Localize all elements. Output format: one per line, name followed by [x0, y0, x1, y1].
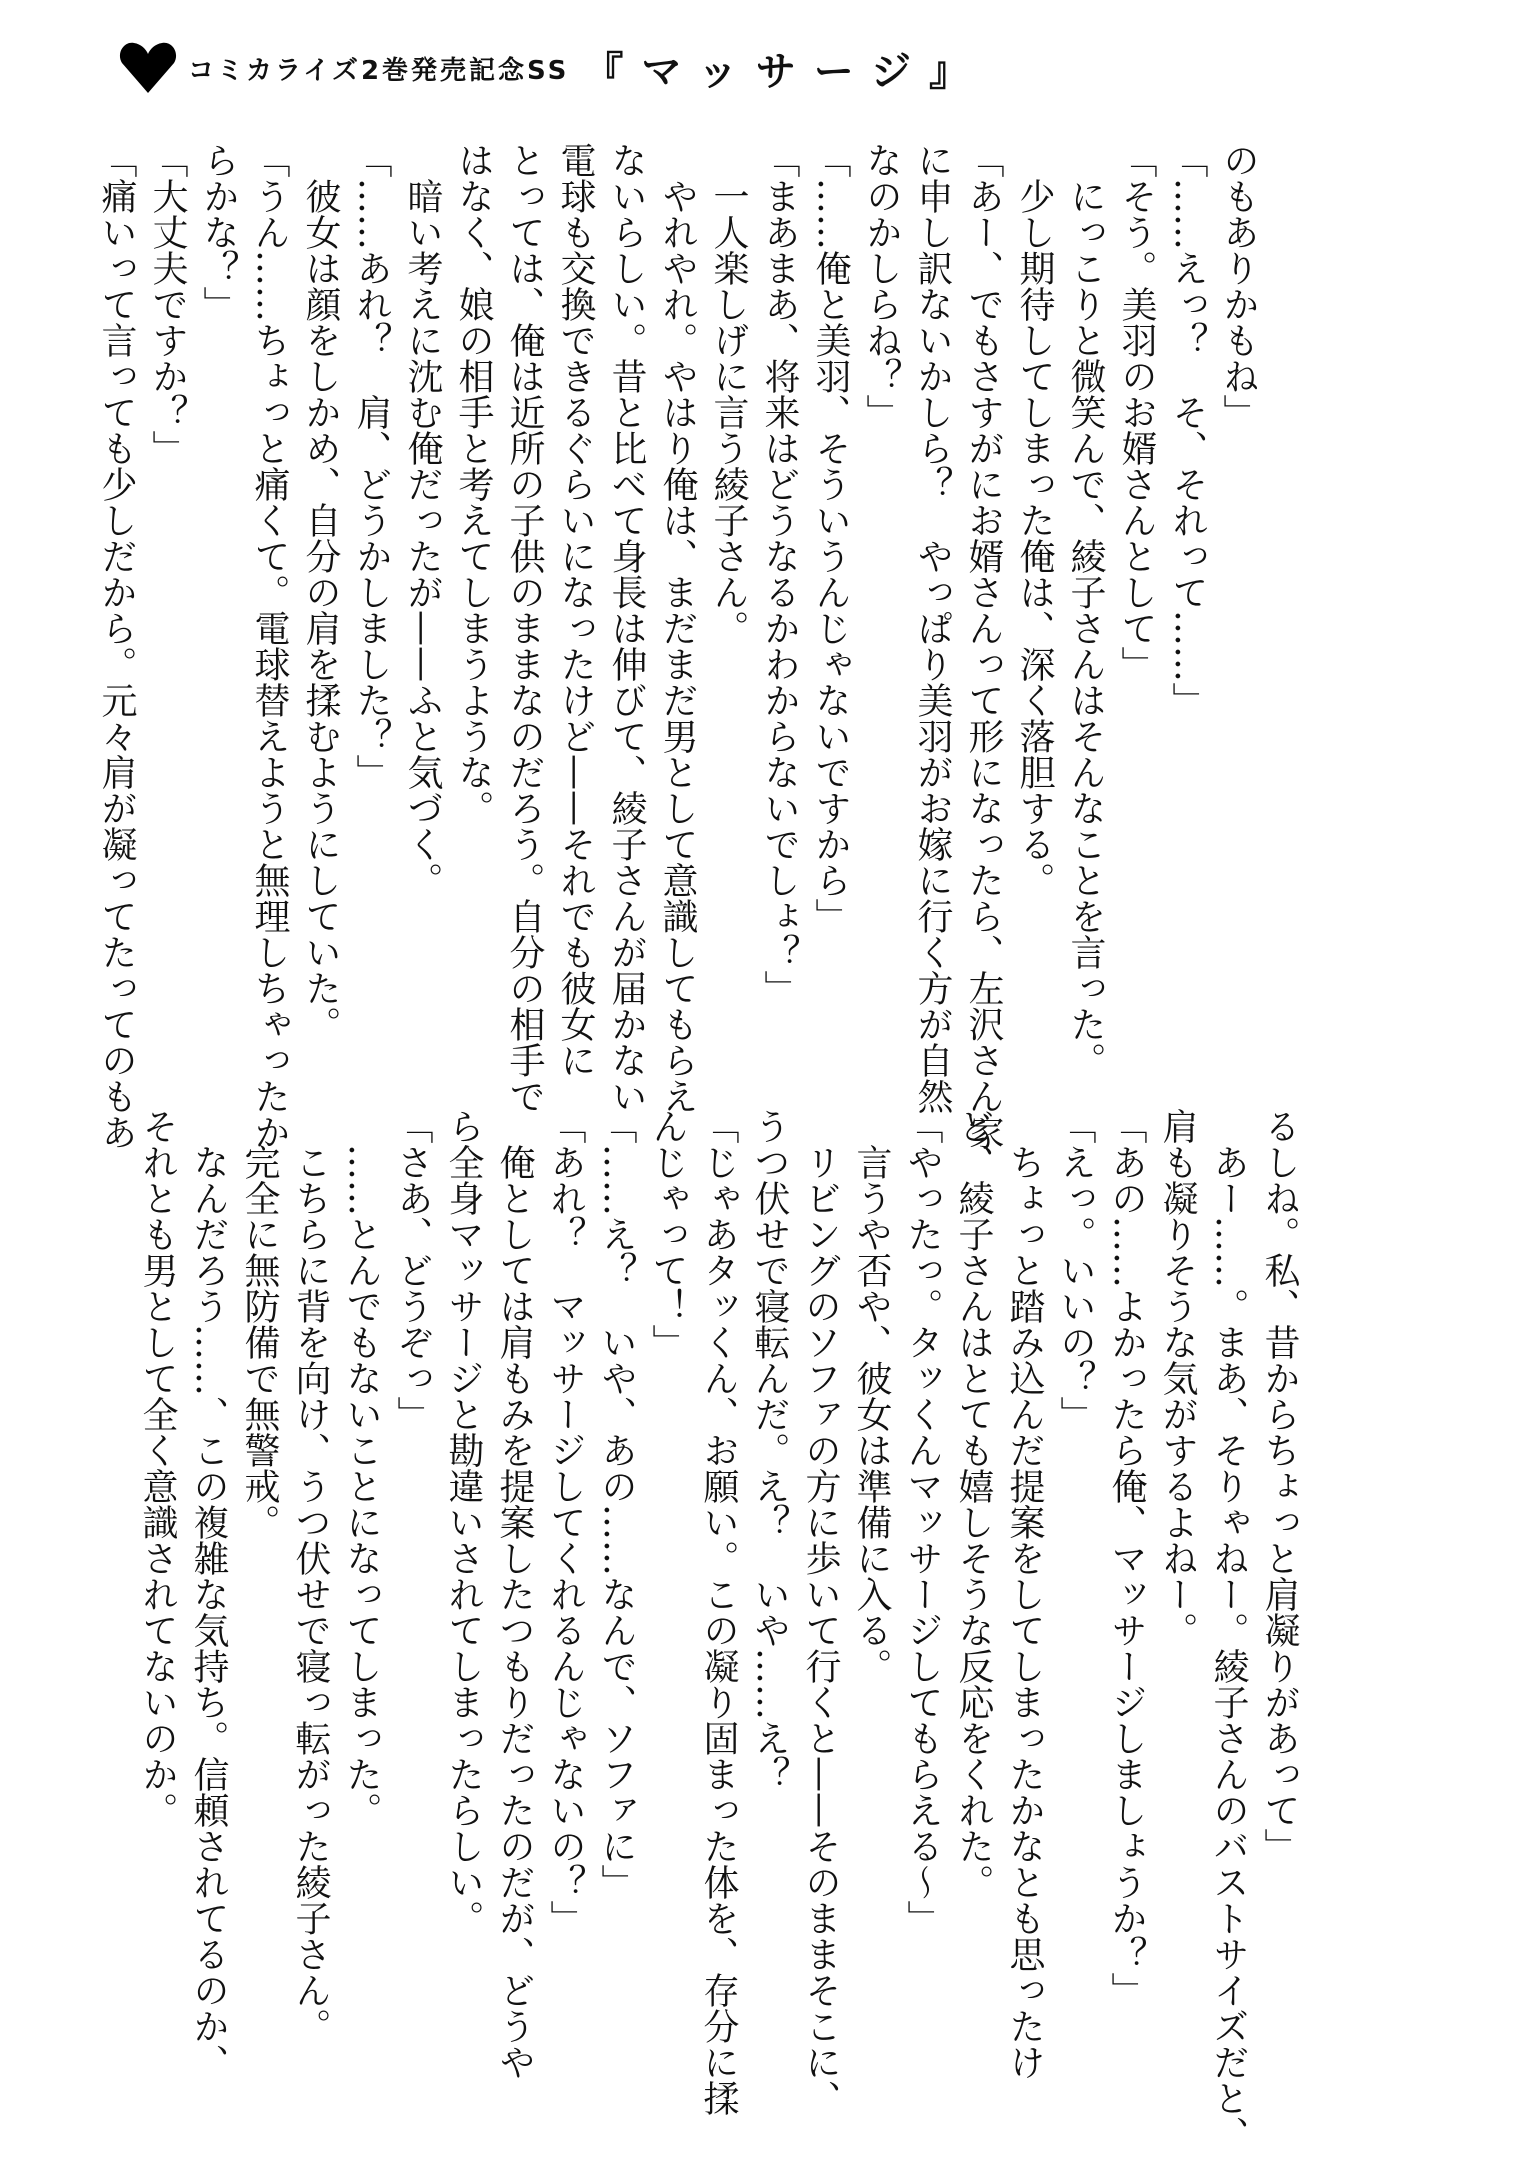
text-line: 「じゃあタッくん、お願い。この凝り固まった体を、存分に揉 — [698, 1108, 739, 2116]
text-line: んじゃって！」 — [647, 1108, 688, 1360]
text-line: るしね。私、昔からちょっと肩凝りがあって」 — [1259, 1108, 1300, 1864]
text-line: 「あれ？ マッサージしてくれるんじゃないの？」 — [545, 1108, 586, 1936]
text-line: あー……。まあ、そりゃねー。綾子さんのバストサイズだと、 — [1208, 1108, 1249, 2152]
text-line: 「痛いって言っても少しだから。元々肩が凝ってたってのもあ — [96, 142, 137, 1150]
text-line: のもありかもね」 — [1218, 142, 1259, 430]
text-line: 電球も交換できるぐらいになったけど——それでも彼女に — [555, 142, 596, 1078]
text-line: それとも男として全く意識されてないのか。 — [137, 1108, 178, 1828]
text-line: ないらしい。昔と比べて身長は伸びて、綾子さんが届かない — [606, 142, 647, 1114]
text-line: なのかしらね？」 — [861, 142, 902, 430]
page-header — [118, 40, 987, 96]
lower-text-block — [132, 1108, 1305, 2152]
upper-text-block — [91, 142, 1264, 1150]
text-line: 「……えっ？ そ、それって……」 — [1167, 142, 1208, 718]
text-line: らかな？」 — [198, 142, 239, 322]
text-line: 彼女は顔をしかめ、自分の肩を揉むようにしていた。 — [300, 142, 341, 1042]
text-line: 「まあまあ、将来はどうなるかわからないでしょ？」 — [759, 142, 800, 1006]
text-line: ちょっと踏み込んだ提案をしてしまったかなとも思ったけ — [1004, 1108, 1045, 2080]
text-line: やれやれ。やはり俺は、まだまだ男として意識してもらえ — [657, 142, 698, 1114]
text-line: にっこりと微笑んで、綾子さんはそんなことを言った。 — [1065, 142, 1106, 1078]
text-line: リビングのソファの方に歩いて行くと——そのままそこに、 — [800, 1108, 841, 2116]
text-line: 少し期待してしまった俺は、深く落胆する。 — [1014, 142, 1055, 898]
text-line: 完全に無防備で無警戒。 — [239, 1108, 280, 1540]
text-line: 「えっ。いいの？」 — [1055, 1108, 1096, 1432]
text-line: ……とんでもないことになってしまった。 — [341, 1108, 382, 1828]
text-line: 暗い考えに沈む俺だったが——ふと気づく。 — [402, 142, 443, 898]
text-line: 俺としては肩もみを提案したつもりだったのだが、どうや — [494, 1108, 535, 2080]
text-line: 肩も凝りそうな気がするよねー。 — [1157, 1108, 1198, 1648]
text-line: 「うん……ちょっと痛くて。電球替えようと無理しちゃったか — [249, 142, 290, 1150]
series-label: コミカライズ2巻発売記念SS — [188, 55, 570, 86]
text-line: なんだろう……、この複雑な気持ち。信頼されてるのか、 — [188, 1108, 229, 2080]
text-line: 「……俺と美羽、そういうんじゃないですから」 — [810, 142, 851, 934]
story-title: 『マッサージ』 — [583, 48, 987, 95]
text-line: うつ伏せで寝転んだ。え？ いや……え？ — [749, 1108, 790, 1792]
text-line: 言うや否や、彼女は準備に入る。 — [851, 1108, 892, 1684]
text-line: ど、綾子さんはとても嬉しそうな反応をくれた。 — [953, 1108, 994, 1900]
text-line: 「そう。美羽のお婿さんとして」 — [1116, 142, 1157, 682]
text-line: に申し訳ないかしら？ やっぱり美羽がお嫁に行く方が自然 — [912, 142, 953, 1114]
text-line: 一人楽しげに言う綾子さん。 — [708, 142, 749, 646]
text-line: こちらに背を向け、うつ伏せで寝っ転がった綾子さん。 — [290, 1108, 331, 2044]
text-line: 「……え？ いや、あの……なんで、ソファに」 — [596, 1108, 637, 1900]
text-line: 「……あれ？ 肩、どうかしました？」 — [351, 142, 392, 790]
text-line: とっては、俺は近所の子供のままなのだろう。自分の相手で — [504, 142, 545, 1114]
text-line: はなく、娘の相手と考えてしまうような。 — [453, 142, 494, 826]
text-line: 「大丈夫ですか？」 — [147, 142, 188, 466]
text-line: 「やったっ。タッくんマッサージしてもらえる～」 — [902, 1108, 943, 1936]
heart-icon — [118, 41, 178, 95]
text-line: ら全身マッサージと勘違いされてしまったらしい。 — [443, 1108, 484, 1936]
text-line: 「あー、でもさすがにお婿さんって形になったら、左沢さん家 — [963, 142, 1004, 1150]
text-line: 「あの……よかったら俺、マッサージしましょうか？」 — [1106, 1108, 1147, 2008]
text-line: 「さあ、どうぞっ」 — [392, 1108, 433, 1432]
